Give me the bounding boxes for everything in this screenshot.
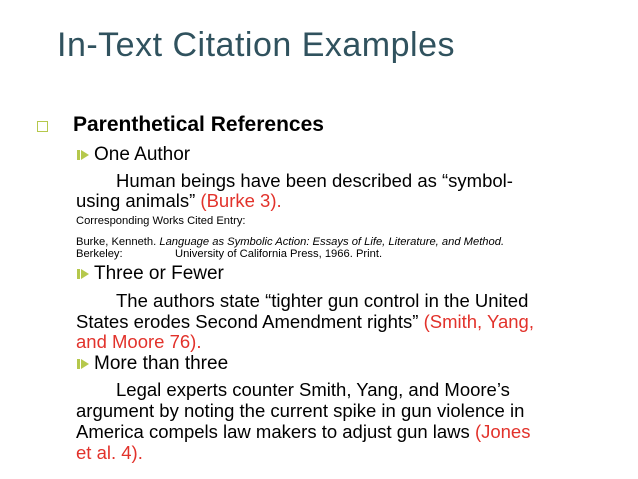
works-cited-book-title: Language as Symbolic Action: Essays of Life, Literature, and Method.: [159, 236, 505, 248]
three-or-fewer-line-1: The authors state “tighter gun control in the United: [116, 290, 529, 311]
subheading-one-author: One Author: [94, 144, 191, 165]
citation-smith-yang: (Smith, Yang,: [423, 311, 534, 332]
one-author-line-1: Human beings have been described as “symbol-: [116, 170, 513, 191]
slide-title: In-Text Citation Examples: [57, 26, 455, 64]
three-or-fewer-quote-end: States erodes Second Amendment rights”: [76, 311, 424, 332]
works-cited-author: Burke, Kenneth.: [76, 236, 160, 248]
one-author-line-2: [76, 190, 282, 211]
heading-parenthetical-references: Parenthetical References: [73, 113, 324, 136]
more-than-three-line-2: argument by noting the current spike in gun violence in: [76, 400, 525, 421]
one-author-quote-end: using animals”: [76, 190, 201, 211]
more-than-three-line-3: [76, 421, 530, 442]
works-cited-city: Berkeley:: [76, 248, 123, 260]
citation-burke: (Burke 3).: [200, 190, 282, 211]
citation-and-moore: and Moore 76).: [76, 331, 202, 352]
citation-et-al: et al. 4).: [76, 442, 143, 463]
arrow-bullet-icon: [77, 357, 90, 371]
citation-jones: (Jones: [474, 421, 531, 442]
arrow-bullet-icon: [77, 148, 90, 162]
more-than-three-text-end: America compels law makers to adjust gun laws: [76, 421, 475, 442]
arrow-bullet-icon: [77, 267, 90, 281]
subheading-three-or-fewer: Three or Fewer: [94, 263, 224, 284]
more-than-three-line-1: Legal experts counter Smith, Yang, and Moore’s: [116, 379, 510, 400]
subheading-more-than-three: More than three: [94, 353, 229, 374]
three-or-fewer-line-2: [76, 311, 534, 332]
works-cited-publisher: University of California Press, 1966. Print.: [175, 248, 383, 260]
works-cited-label: Corresponding Works Cited Entry:: [76, 215, 246, 227]
hollow-square-bullet-icon: [37, 121, 48, 132]
